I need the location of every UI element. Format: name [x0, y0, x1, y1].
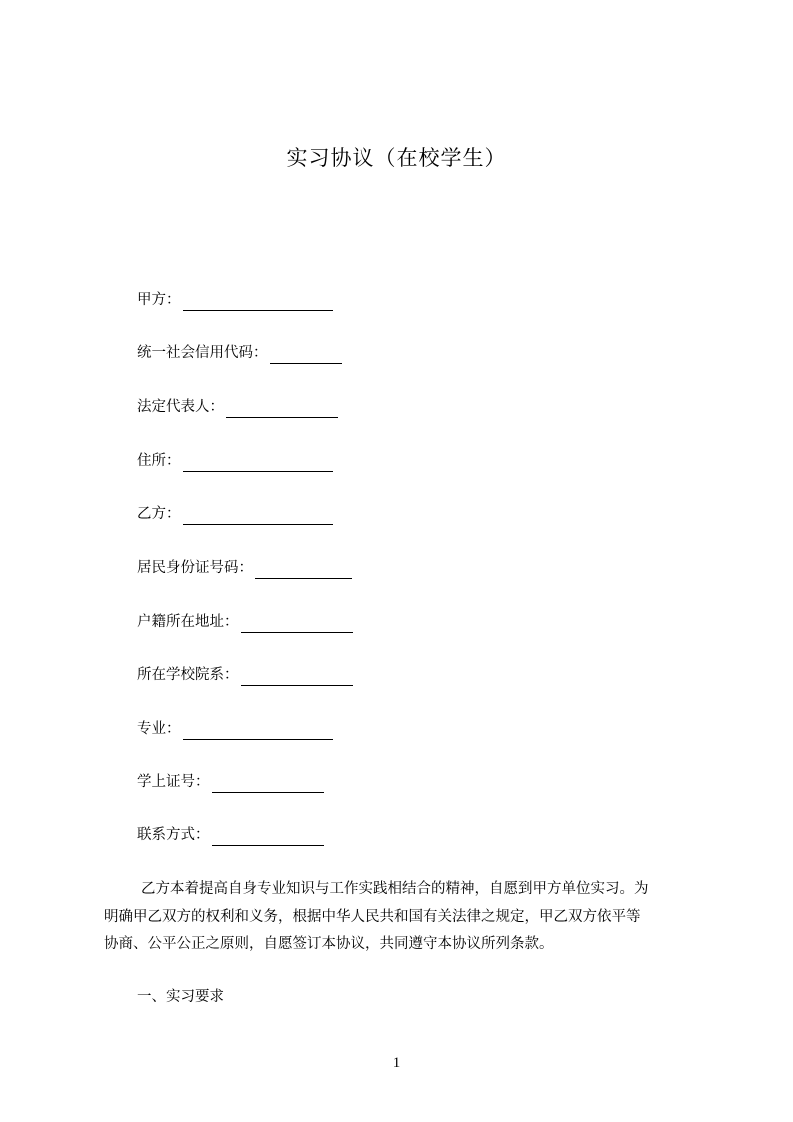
- document-title: 实习协议（在校学生）: [286, 146, 507, 170]
- section-heading: 一、实习要求: [137, 989, 224, 1005]
- fill-in-blank[interactable]: [183, 723, 333, 740]
- fill-in-blank[interactable]: [226, 401, 338, 418]
- household-address-field: [137, 611, 353, 633]
- contact-field: [137, 824, 324, 846]
- field-label: 户籍所在地址：: [137, 614, 239, 630]
- page-number: 1: [392, 1055, 401, 1071]
- field-label: 甲方：: [137, 292, 181, 308]
- intro-line: 乙方本着提高自身专业知识与工作实践相结合的精神，自愿到甲方单位实习。为: [141, 881, 649, 897]
- id-number-field: [137, 557, 352, 579]
- field-label: 所在学校院系：: [137, 667, 239, 683]
- intro-line: 明确甲乙双方的权利和义务，根据中华人民共和国有关法律之规定，甲乙双方依平等: [104, 908, 641, 925]
- fill-in-blank[interactable]: [212, 776, 324, 793]
- fill-in-blank[interactable]: [241, 669, 353, 686]
- fill-in-blank[interactable]: [212, 829, 324, 846]
- credit-code-field: [137, 342, 342, 364]
- fill-in-blank[interactable]: [183, 294, 333, 311]
- fill-in-blank[interactable]: [270, 347, 342, 364]
- intro-paragraph: [104, 876, 694, 959]
- fill-in-blank[interactable]: [255, 562, 352, 579]
- school-department-field: [137, 664, 353, 686]
- intro-line: 协商、公平公正之原则，自愿签订本协议，共同遵守本协议所列条款。: [104, 936, 554, 952]
- field-label: 专业：: [137, 721, 181, 737]
- field-label: 联系方式：: [137, 827, 210, 843]
- field-label: 统一社会信用代码：: [137, 345, 268, 361]
- fill-in-blank[interactable]: [183, 455, 333, 472]
- fill-in-blank[interactable]: [183, 508, 333, 525]
- field-label: 住所：: [137, 453, 181, 469]
- major-field: [137, 718, 333, 740]
- address-field: [137, 450, 333, 472]
- fill-in-blank[interactable]: [241, 616, 353, 633]
- party-b-field: [137, 503, 333, 525]
- field-label: 法定代表人：: [137, 399, 224, 415]
- field-label: 学上证号：: [137, 774, 210, 790]
- field-label: 居民身份证号码：: [137, 560, 253, 576]
- legal-representative-field: [137, 396, 338, 418]
- student-id-field: [137, 771, 324, 793]
- party-a-field: [137, 289, 333, 311]
- field-label: 乙方：: [137, 506, 181, 522]
